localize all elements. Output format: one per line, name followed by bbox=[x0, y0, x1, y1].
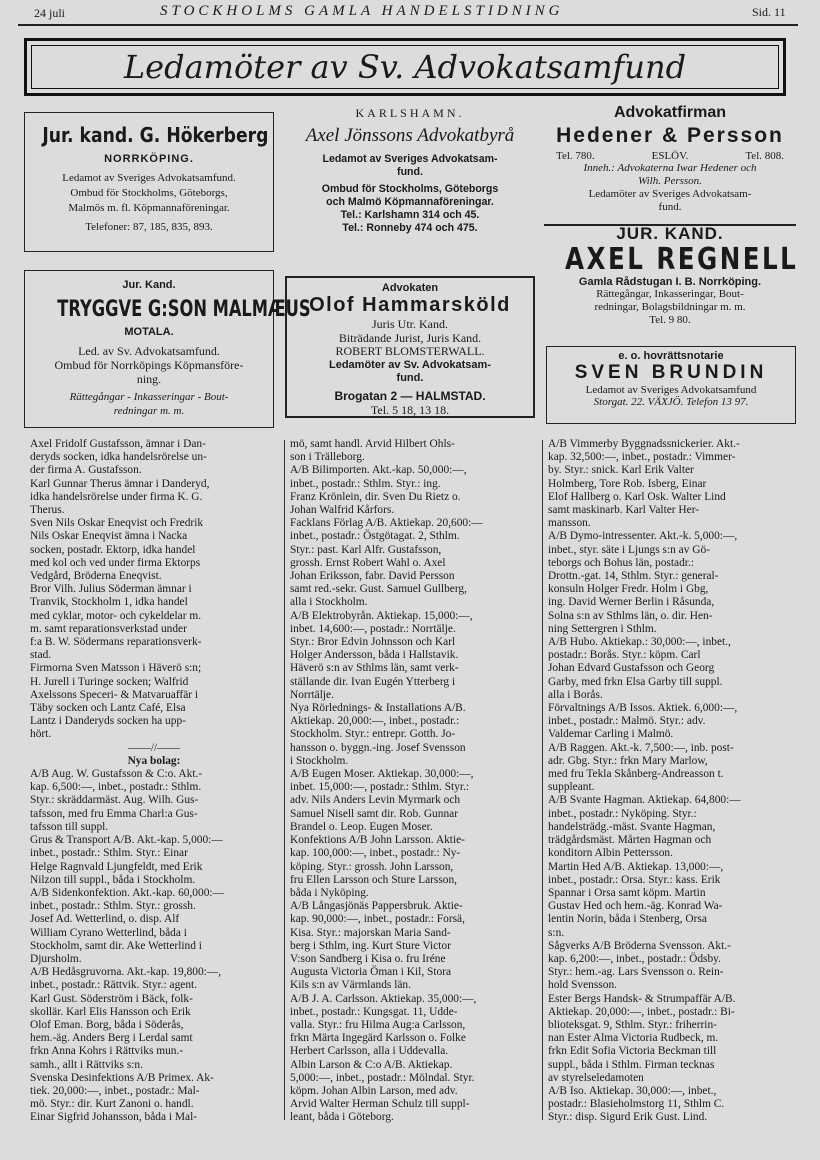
column-line: ställande dir. Ivan Eugén Ytterberg i bbox=[290, 675, 456, 688]
column-line: suppleant. bbox=[548, 781, 595, 794]
ad-line: Ledamöter av Sv. Advokatsam- bbox=[328, 358, 491, 371]
column-line: Ester Bergs Handsk- & Strumpaffär A/B. bbox=[548, 992, 736, 1005]
column-line: V:son Sandberg i Kisa o. fru Iréne bbox=[290, 952, 446, 965]
ad-hokerberg-city: NORRKÖPING. bbox=[104, 153, 194, 165]
column-line: Styr.: disp. Sigurd Erik Gust. Lind. bbox=[548, 1111, 708, 1124]
column-line: Johan Eriksson, fabr. David Persson bbox=[290, 570, 455, 583]
column-line: samh., allt i Rättviks s:n. bbox=[30, 1058, 143, 1071]
ad-line: ning. bbox=[136, 372, 162, 386]
column-line: Elof Hallberg o. Karl Osk. Walter Lind bbox=[548, 490, 726, 503]
ad-malmaeus-pre: Jur. Kand. bbox=[122, 279, 176, 291]
ad-regnell bbox=[542, 224, 798, 336]
column-line: ing. David Werner Berlin i Råsunda, bbox=[548, 596, 715, 609]
ad-line: Ombud för Stockholms, Göteborgs bbox=[321, 183, 499, 195]
ad-line: redningar m. m. bbox=[113, 405, 185, 417]
column-line: A/B Eugen Moser. Aktiekap. 30,000:—, bbox=[290, 768, 474, 781]
column-line: grossh. Ernst Robert Wahl o. Axel bbox=[290, 556, 446, 569]
ad-malmaeus bbox=[24, 270, 311, 428]
column-line: Sven Nils Oskar Eneqvist och Fredrik bbox=[30, 517, 204, 530]
ad-brundin-address: Storgat. 22. VÄXJÖ. Telefon 13 97. bbox=[593, 396, 749, 408]
column-line: Samuel Nisell samt dir. Rob. Gunnar bbox=[290, 807, 458, 820]
column-line: Aktiekap. 20,000:—, inbet., postadr.: bbox=[290, 715, 460, 728]
column-line: postadr.: Blasieholmstorg 11, Sthlm C. bbox=[548, 1098, 725, 1111]
ad-line: Biträdande Jurist, Juris Kand. bbox=[338, 330, 482, 345]
column-line: av styrelseledamoten bbox=[548, 1071, 644, 1084]
column-line: Styr.: hem.-ag. Lars Svensson o. Rein- bbox=[548, 966, 724, 979]
column-line: alla i Stockholm. bbox=[290, 596, 368, 609]
column-line: William Cyrano Wetterlind, båda i bbox=[30, 926, 187, 939]
ad-line: Juris Utr. Kand. bbox=[372, 317, 448, 331]
ad-regnell-name: AXEL REGNELL bbox=[565, 242, 799, 277]
ad-jonsson bbox=[282, 106, 538, 256]
ad-line: Inneh.: Advokaterna Iwar Hedener och bbox=[583, 162, 757, 174]
column-line: valla. Styr.: fru Hilma Aug:a Carlsson, bbox=[290, 1018, 466, 1031]
column-line: A/B Långasjönäs Pappersbruk. Aktie- bbox=[290, 900, 463, 913]
column-line: mö. Styr.: dir. Kurt Zanoni o. handl. bbox=[30, 1098, 194, 1111]
column-line: köping. Styr.: grossh. John Larsson, bbox=[290, 860, 454, 873]
column-line: der firma A. Gustafsson. bbox=[30, 464, 142, 477]
column-line: Garby, med frkn Elsa Garby till suppl. bbox=[548, 675, 723, 688]
column-line: Holger Andersson, båda i Hallstavik. bbox=[290, 649, 459, 662]
column-line: Styr.: past. Karl Alfr. Gustafsson, bbox=[290, 543, 442, 556]
ad-hammarskold-pre: Advokaten bbox=[381, 282, 439, 294]
ad-line: Ledamot av Sveriges Advokatsamfund. bbox=[62, 172, 236, 184]
ad-hedener-title: Advokatfirman bbox=[613, 104, 727, 121]
ad-hammarskold-address: Brogatan 2 — HALMSTAD. bbox=[334, 388, 486, 403]
column-line: hansson o. byggn.-ing. Josef Svensson bbox=[290, 741, 466, 754]
ad-line: redningar, Bolagsbildningar m. m. bbox=[594, 301, 746, 313]
column-line: Gustav Hed och hem.-äg. Konrad Wa- bbox=[548, 900, 723, 913]
column-line: Nilzon till suppl., båda i Stockholm. bbox=[30, 873, 196, 886]
column-line: tafsson till suppl. bbox=[30, 820, 109, 833]
column-line: Kils s:n av Värmlands län. bbox=[290, 979, 411, 992]
ad-hedener bbox=[542, 104, 798, 224]
ad-line: Tel.: Karlshamn 314 och 45. bbox=[340, 209, 480, 221]
column-line: Augusta Victoria Öman i Kil, Stora bbox=[290, 966, 452, 979]
column-line: kap. 100,000:—, inbet., postadr.: Ny- bbox=[290, 847, 461, 860]
ad-line: ROBERT BLOMSTERWALL. bbox=[335, 344, 485, 358]
column-line: teborgs och Bohus län, postadr.: bbox=[548, 556, 694, 569]
column-line: by. Styr.: snick. Karl Erik Valter bbox=[548, 464, 694, 477]
column-line: Lantz i Danderyds socken ha upp- bbox=[30, 715, 186, 728]
ad-malmaeus-name: TRYGGVE G:SON MALMÆUS bbox=[57, 297, 311, 322]
column-line: Täby socken och Lantz Café, Elsa bbox=[30, 702, 186, 715]
column-line: Karl Gunnar Therus ämnar i Danderyd, bbox=[30, 477, 210, 490]
ad-line: Led. av Sv. Advokatsamfund. bbox=[78, 344, 220, 358]
column-line: Valdemar Carling i Malmö. bbox=[548, 728, 674, 741]
ad-line: fund. bbox=[658, 201, 682, 213]
column-line: Kisa. Styr.: majorskan Maria Sand- bbox=[290, 926, 451, 939]
column-line: kap. 90,000:—, inbet., postadr.: Forsä, bbox=[290, 913, 465, 926]
column-line: Johan Walfrid Kårfors. bbox=[290, 504, 395, 517]
column-line: A/B Bilimporten. Akt.-kap. 50,000:—, bbox=[290, 464, 467, 477]
ad-hedener-tel-row bbox=[556, 150, 784, 162]
column-line: konditorn Albin Pettersson. bbox=[548, 847, 673, 860]
column-line: Förvaltnings A/B Issos. Aktiek. 6,000:—, bbox=[548, 702, 738, 715]
column-line: Johan Edvard Gustafsson och Georg bbox=[548, 662, 715, 675]
column-line: inbet., styr. säte i Ljungs s:n av Gö- bbox=[548, 543, 710, 556]
column-line: inbet., postadr.: Sthlm. Styr.: Einar bbox=[30, 847, 188, 860]
ad-hammarskold-name: Olof Hammarsköld bbox=[309, 294, 511, 316]
column-line: trädgårdsmäst. Mårten Hagman och bbox=[548, 834, 712, 847]
masthead: STOCKHOLMS GAMLA HANDELSTIDNING bbox=[160, 3, 564, 19]
column-line: Therus. bbox=[30, 504, 65, 517]
column-line: inbet., postadr.: Malmö. Styr.: adv. bbox=[548, 715, 706, 728]
header-rule bbox=[18, 24, 798, 26]
ad-regnell-pre: JUR. KAND. bbox=[616, 224, 724, 243]
banner bbox=[24, 38, 786, 96]
column-line: ning Settergren i Sthlm. bbox=[548, 622, 657, 635]
column-line: mansson. bbox=[548, 517, 591, 530]
column-line: Norrtälje. bbox=[290, 688, 334, 701]
column-line: Tranvik, Stockholm 1, idka handel bbox=[30, 596, 188, 609]
page-number: Sid. 11 bbox=[752, 5, 786, 19]
column-line: ——//—— bbox=[128, 741, 180, 754]
column-line: Styr.: skräddarmäst. Aug. Wilh. Gus- bbox=[30, 794, 199, 807]
ad-brundin-name: SVEN BRUNDIN bbox=[574, 362, 768, 383]
column-line: Stockholm. Styr.: entrepr. Gotth. Jo- bbox=[290, 728, 456, 741]
column-line: A/B Iso. Aktiekap. 30,000:—, inbet., bbox=[548, 1084, 717, 1097]
column-line: Solna s:n av Sthlms län, o. dir. Hen- bbox=[548, 609, 713, 622]
column-rule bbox=[284, 440, 285, 1120]
column-line: frkn Anna Kohrs i Rättviks mun.- bbox=[30, 1045, 184, 1058]
column-line: frkn Märta Ingegärd Karlsson o. Folke bbox=[290, 1032, 466, 1045]
ad-jonsson-city: KARLSHAMN. bbox=[355, 106, 465, 120]
ad-brundin bbox=[546, 346, 796, 424]
ad-line: fund. bbox=[396, 372, 424, 384]
column-line: Brandel o. Leop. Eugen Moser. bbox=[290, 820, 433, 833]
column-line: Aktiekap. 20,000:—, inbet., postadr.: Bi- bbox=[548, 1005, 735, 1018]
column-line: leant, båda i Göteborg. bbox=[290, 1111, 394, 1124]
column-line: inbet., postadr.: Rättvik. Styr.: agent. bbox=[30, 979, 198, 992]
column-line: inbet., postadr.: Sthlm. Styr.: ing. bbox=[290, 477, 441, 490]
column-line: Josef Ad. Wetterlind, o. disp. Alf bbox=[30, 913, 180, 926]
column-line: båda i Nyköping. bbox=[290, 886, 369, 899]
column-line: kap. 6,200:—, inbet., postadr.: Ödsby. bbox=[548, 952, 721, 965]
column-line: berg i Sthlm, ing. Kurt Sture Victor bbox=[290, 939, 451, 952]
ad-hammarskold-tel: Tel. 5 18, 13 18. bbox=[370, 402, 450, 417]
column-line: konsuln Holger Fredr. Holm i Gbg, bbox=[548, 583, 709, 596]
column-line: hold Svensson. bbox=[548, 979, 617, 992]
column-line: inbet. 14,600:—, postadr.: Norrtälje. bbox=[290, 622, 456, 635]
column-line: deryds socken, idka handelsrörelse un- bbox=[30, 451, 207, 464]
column-line: fru Ellen Larsson och Sture Larsson, bbox=[290, 873, 458, 886]
column-line: handelsträdg.-mäst. Svante Hagman, bbox=[548, 820, 716, 833]
column-line: köpm. Johan Albin Larson, med adv. bbox=[290, 1084, 458, 1097]
column-line: Martin Hed A/B. Aktiekap. 13,000:—, bbox=[548, 860, 724, 873]
column-line: nan Ester Alma Victoria Rudbeck, m. bbox=[548, 1032, 719, 1045]
column-line: m. samt reparationsverkstad under bbox=[30, 622, 187, 635]
ad-malmaeus-city: MOTALA. bbox=[124, 326, 174, 338]
column-line: Helge Ragnvald Ljungfeldt, med Erik bbox=[30, 860, 203, 873]
column-line: Stockholm, samt dir. Ake Wetterlind i bbox=[30, 939, 202, 952]
page-date: 24 juli bbox=[34, 6, 66, 20]
column-line: A/B Aug. W. Gustafsson & C:o. Akt.- bbox=[30, 768, 203, 781]
column-line: Sågverks A/B Bröderna Svensson. Akt.- bbox=[548, 939, 731, 952]
ad-line: Ledamöter av Sveriges Advokatsam- bbox=[588, 188, 752, 200]
ad-line: Ombud för Norrköpings Köpmansföre- bbox=[54, 358, 244, 372]
ad-hedener-city: ESLÖV. bbox=[651, 150, 689, 162]
column-line: stad. bbox=[30, 649, 52, 662]
column-line: Olof Eman. Borg, båda i Söderås, bbox=[30, 1018, 184, 1031]
column-line: A/B Raggen. Akt.-k. 7,500:—, inb. post- bbox=[548, 741, 734, 754]
ad-line: Ledamot av Sveriges Advokatsam- bbox=[322, 153, 498, 165]
column-line: samt red.-sekr. Gust. Samuel Gullberg, bbox=[290, 583, 467, 596]
ad-hammarskold bbox=[285, 276, 535, 418]
column-line: skollär. Karl Elis Hansson och Erik bbox=[30, 1005, 191, 1018]
column-line: inbet., postadr.: Sthlm. Styr.: grossh. bbox=[30, 900, 196, 913]
column-line: Holmberg, Tore Rob. Isberg, Einar bbox=[548, 477, 707, 490]
column-line: A/B Sidenkonfektion. Akt.-kap. 60,000:— bbox=[30, 886, 224, 899]
ad-line: Wilh. Persson. bbox=[638, 175, 702, 187]
ad-line: Rättegångar, Inkasseringar, Bout- bbox=[596, 288, 744, 300]
column-2 bbox=[290, 438, 538, 1125]
column-line: hem.-äg. Anders Berg i Lerdal samt bbox=[30, 1032, 193, 1045]
column-line: frkn Edit Sofia Victoria Beckman till bbox=[548, 1045, 717, 1058]
column-line: adr. Gbg. Styr.: frkn Mary Marlow, bbox=[548, 754, 708, 767]
column-line: adv. Nils Anders Levin Myrmark och bbox=[290, 794, 461, 807]
column-line: tiek. 20,000:—, inbet., postadr.: Mal- bbox=[30, 1084, 200, 1097]
column-3 bbox=[548, 438, 796, 1125]
ad-hammarskold-lines bbox=[287, 318, 533, 386]
column-line: tafsson, med fru Emma Charl:a Gus- bbox=[30, 807, 198, 820]
ad-jonsson-lines bbox=[282, 153, 538, 235]
column-line: Konfektions A/B John Larsson. Aktie- bbox=[290, 834, 465, 847]
column-line: Styr.: Bror Edvin Johnsson och Karl bbox=[290, 636, 456, 649]
banner-title: Ledamöter av Sv. Advokatsamfund bbox=[123, 48, 687, 86]
column-line: A/B Elektrobyrån. Aktiekap. 15,000:—, bbox=[290, 609, 473, 622]
ad-brundin-line: Ledamot av Sveriges Advokatsamfund bbox=[585, 384, 757, 396]
column-line: A/B Svante Hagman. Aktiekap. 64,800:— bbox=[548, 794, 741, 807]
column-line: inbet., postadr.: Kungsgat. 11, Udde- bbox=[290, 1005, 458, 1018]
column-line: inbet., postadr.: Nyköping. Styr.: bbox=[548, 807, 697, 820]
ad-line: och Malmö Köpmannaföreningar. bbox=[326, 196, 494, 208]
column-line: f:a B. W. Södermans reparationsverk- bbox=[30, 636, 202, 649]
column-line: alla i Borås. bbox=[548, 688, 603, 701]
column-line: Nils Oskar Eneqvist ämna i Nacka bbox=[30, 530, 188, 543]
column-line: Herbert Carlsson, alla i Uddevalla. bbox=[290, 1045, 449, 1058]
column-line: s:n. bbox=[548, 926, 565, 939]
column-line: med cyklar, motor- och cykeldelar m. bbox=[30, 609, 202, 622]
column-line: blioteksgat. 9, Sthlm. Styr.: friherrin- bbox=[548, 1018, 717, 1031]
column-line: kap. 32,500:—, inbet., postadr.: Vimmer- bbox=[548, 451, 736, 464]
ad-hokerberg bbox=[24, 112, 274, 252]
ad-line: Ombud för Stockholms, Göteborgs, bbox=[70, 187, 228, 199]
column-line: A/B Vimmerby Byggnadssnickerier. Akt.- bbox=[548, 438, 740, 450]
column-line: med fru Tekla Skånberg-Andreasson t. bbox=[548, 768, 724, 781]
column-line: suppl., båda i Sthlm. Firman tecknas bbox=[548, 1058, 715, 1071]
column-line: inbet., postadr.: Orsa. Styr.: kass. Erik bbox=[548, 873, 721, 886]
column-line: Nya bolag: bbox=[127, 754, 181, 767]
column-1 bbox=[30, 438, 278, 1125]
ad-malmaeus-lines bbox=[25, 344, 273, 418]
column-line: A/B Hedåsgruvorna. Akt.-kap. 19,800:—, bbox=[30, 966, 222, 979]
column-line: Axel Fridolf Gustafsson, ämnar i Dan- bbox=[30, 438, 206, 450]
ad-line: Tel.: Ronneby 474 och 475. bbox=[342, 222, 478, 234]
column-line: A/B J. A. Carlsson. Aktiekap. 35,000:—, bbox=[290, 992, 477, 1005]
column-line: kap. 6,500:—, inbet., postadr.: Sthlm. bbox=[30, 781, 202, 794]
ad-hedener-lines bbox=[542, 162, 798, 214]
ad-line: Malmös m. fl. Köpmannaföreningar. bbox=[68, 202, 230, 214]
column-line: idka handelsrörelse under firma K. G. bbox=[30, 490, 203, 503]
column-line: Spannar i Orsa samt köpm. Martin bbox=[548, 886, 706, 899]
ad-line: fund. bbox=[397, 166, 423, 178]
column-line: 5,000:—, inbet., postadr.: Mölndal. Styr. bbox=[290, 1071, 475, 1084]
column-line: Bror Vilh. Julius Söderman ämnar i bbox=[30, 583, 192, 596]
column-line: H. Jurell i Turinge socken; Walfrid bbox=[30, 675, 189, 688]
ad-hokerberg-name: Jur. kand. G. Hökerberg bbox=[42, 123, 269, 147]
column-line: med kol och ved under firma Ektorps bbox=[30, 556, 201, 569]
ad-line: Tel. 9 80. bbox=[649, 314, 691, 326]
column-line: Karl Gust. Söderström i Bäck, folk- bbox=[30, 992, 193, 1005]
column-line: Drottn.-gat. 14, Sthlm. Styr.: general- bbox=[548, 570, 719, 583]
ad-regnell-lines bbox=[542, 288, 798, 327]
column-line: Djursholm. bbox=[30, 952, 82, 965]
column-line: i Stockholm. bbox=[290, 754, 349, 767]
column-line: Svenska Desinfektions A/B Primex. Ak- bbox=[30, 1071, 214, 1084]
ad-jonsson-name: Axel Jönssons Advokatbyrå bbox=[305, 125, 515, 146]
column-line: Nya Rörlednings- & Installations A/B. bbox=[290, 702, 466, 715]
ad-brundin-pre: e. o. hovrättsnotarie bbox=[618, 350, 724, 362]
ad-hedener-tel2: Tel. 808. bbox=[745, 150, 784, 162]
column-line: postadr.: Borås. Styr.: köpm. Carl bbox=[548, 649, 701, 662]
column-line: son i Trälleborg. bbox=[290, 451, 365, 464]
column-line: Albin Larson & C:o A/B. Aktiekap. bbox=[290, 1058, 453, 1071]
column-line: Vedgård, Bröderna Eneqvist. bbox=[30, 570, 162, 583]
column-line: Einar Sigfrid Johansson, båda i Mal- bbox=[30, 1111, 198, 1124]
column-line: Firmorna Sven Matsson i Häverö s:n; bbox=[30, 662, 202, 675]
column-line: Grus & Transport A/B. Akt.-kap. 5,000:— bbox=[30, 834, 223, 847]
column-line: mö, samt handl. Arvid Hilbert Ohls- bbox=[290, 438, 455, 450]
ad-line: Rättegångar - Inkasseringar - Bout- bbox=[69, 391, 229, 403]
ad-hedener-tel1: Tel. 780. bbox=[556, 150, 595, 162]
column-line: Häverö s:n av Sthlms län, samt verk- bbox=[290, 662, 459, 675]
column-line: Arvid Walter Herman Schulz till suppl- bbox=[290, 1098, 470, 1111]
column-line: hört. bbox=[30, 728, 52, 741]
column-rule bbox=[542, 440, 543, 1120]
ad-regnell-address: Gamla Rådstugan I. B. Norrköping. bbox=[578, 276, 762, 288]
ad-hedener-name: Hedener & Persson bbox=[556, 124, 784, 147]
column-line: inbet., postadr.: Östgötagat. 2, Sthlm. bbox=[290, 530, 460, 543]
column-line: lentin Norin, båda i Stenberg, Orsa bbox=[548, 913, 707, 926]
column-line: Axelssons Speceri- & Matvaruaffär i bbox=[30, 688, 199, 701]
column-line: samt maskinarb. Karl Valter Her- bbox=[548, 504, 700, 517]
column-line: A/B Hubo. Aktiekap.: 30,000:—, inbet., bbox=[548, 636, 731, 649]
ad-line: Telefoner: 87, 185, 835, 893. bbox=[85, 221, 213, 233]
column-line: Franz Krönlein, dir. Sven Du Rietz o. bbox=[290, 490, 461, 503]
column-line: Facklans Förlag A/B. Aktiekap. 20,600:— bbox=[290, 517, 483, 530]
ad-hokerberg-lines bbox=[25, 171, 273, 235]
column-line: socken, postadr. Ektorp, idka handel bbox=[30, 543, 196, 556]
column-line: A/B Dymo-intressenter. Akt.-k. 5,000:—, bbox=[548, 530, 738, 543]
column-line: inbet. 15,000:—, postadr.: Sthlm. Styr.: bbox=[290, 781, 470, 794]
